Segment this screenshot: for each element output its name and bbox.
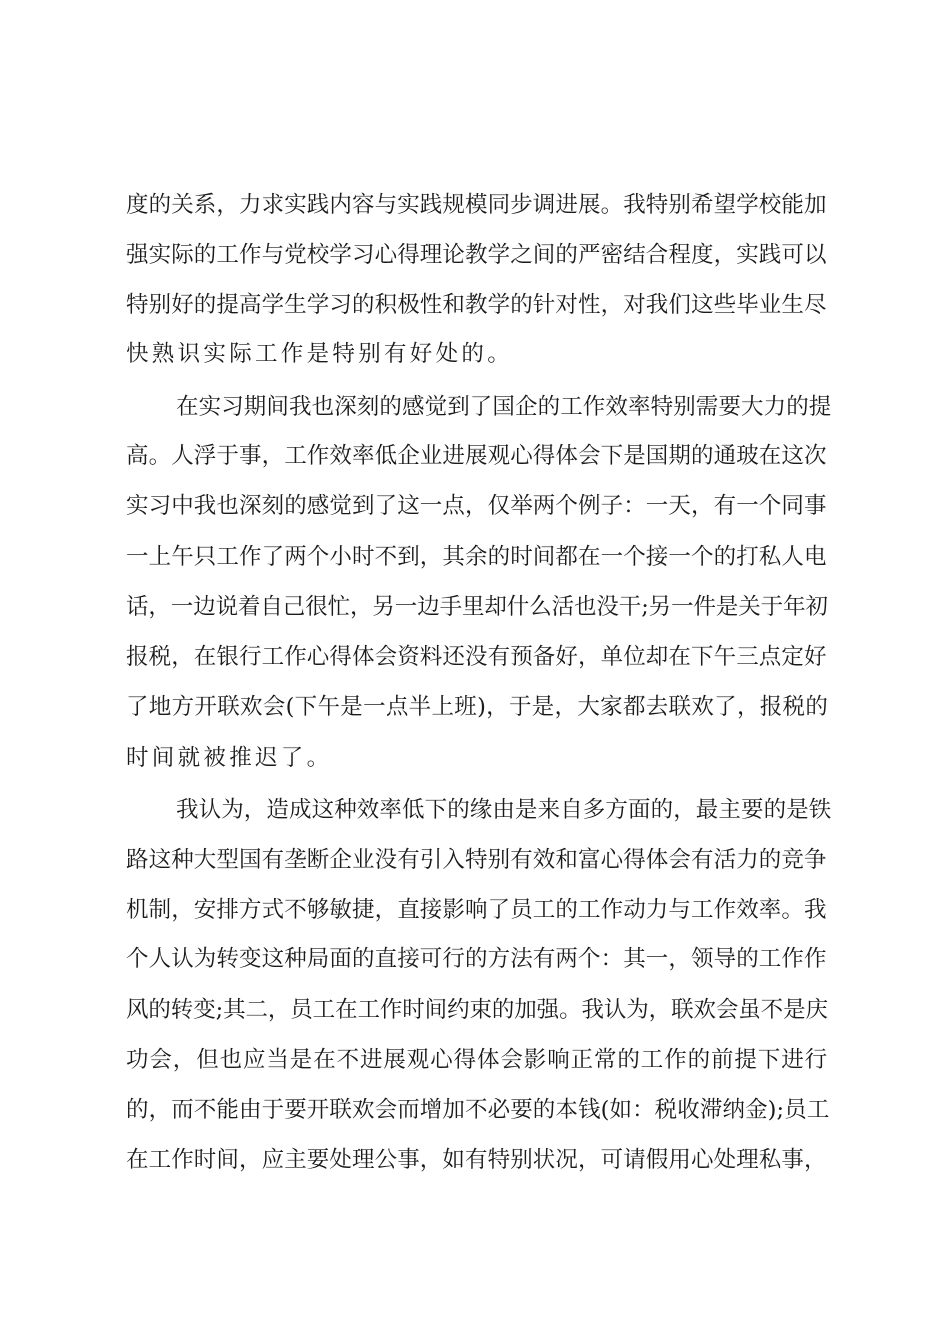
paragraph-2-line-7: 了地方开联欢会(下午是一点半上班)，于是，大家都去联欢了，报税的 [126, 694, 829, 720]
paragraph-2-line-6: 报税，在银行工作心得体会资料还没有预备好，单位却在下午三点定好 [126, 644, 827, 670]
paragraph-3-line-7: 的，而不能由于要开联欢会而增加不必要的本钱(如：税收滞纳金);员工 [126, 1097, 830, 1123]
paragraph-1-line-3: 特别好的提高学生学习的积极性和教学的针对性，对我们这些毕业生尽 [126, 292, 827, 318]
paragraph-3-line-3: 机制，安排方式不够敏捷，直接影响了员工的工作动力与工作效率。我 [126, 897, 827, 923]
paragraph-1-line-1: 度的关系，力求实践内容与实践规模同步调进展。我特别希望学校能加 [126, 192, 827, 218]
paragraph-2-line-4: 一上午只工作了两个小时不到，其余的时间都在一个接一个的打私人电 [126, 544, 827, 570]
paragraph-1-line-4: 快熟识实际工作是特别有好处的。 [126, 341, 514, 367]
paragraph-3-line-4: 个人认为转变这种局面的直接可行的方法有两个：其一，领导的工作作 [126, 946, 827, 972]
paragraph-2-line-3: 实习中我也深刻的感觉到了这一点，仅举两个例子：一天，有一个同事 [126, 493, 827, 519]
paragraph-3-line-5: 风的转变;其二，员工在工作时间约束的加强。我认为，联欢会虽不是庆 [126, 997, 828, 1023]
paragraph-2-line-5: 话，一边说着自己很忙，另一边手里却什么活也没干;另一件是关于年初 [126, 594, 828, 620]
paragraph-3-line-1: 我认为，造成这种效率低下的缘由是来自多方面的，最主要的是铁 [176, 797, 832, 823]
paragraph-2-line-2: 高。人浮于事，工作效率低企业进展观心得体会下是国期的通玻在这次 [126, 443, 827, 469]
paragraph-3-line-6: 功会，但也应当是在不进展观心得体会影响正常的工作的前提下进行 [126, 1047, 829, 1073]
paragraph-3-line-2: 路这种大型国有垄断企业没有引入特别有效和富心得体会有活力的竞争 [126, 847, 827, 873]
paragraph-3-line-8: 在工作时间，应主要处理公事，如有特别状况，可请假用心处理私事， [126, 1147, 827, 1173]
paragraph-2-line-1: 在实习期间我也深刻的感觉到了国企的工作效率特别需要大力的提 [176, 394, 832, 420]
paragraph-2-line-8: 时间就被推迟了。 [126, 745, 333, 771]
paragraph-1-line-2: 强实际的工作与党校学习心得理论教学之间的严密结合程度，实践可以 [126, 242, 827, 268]
